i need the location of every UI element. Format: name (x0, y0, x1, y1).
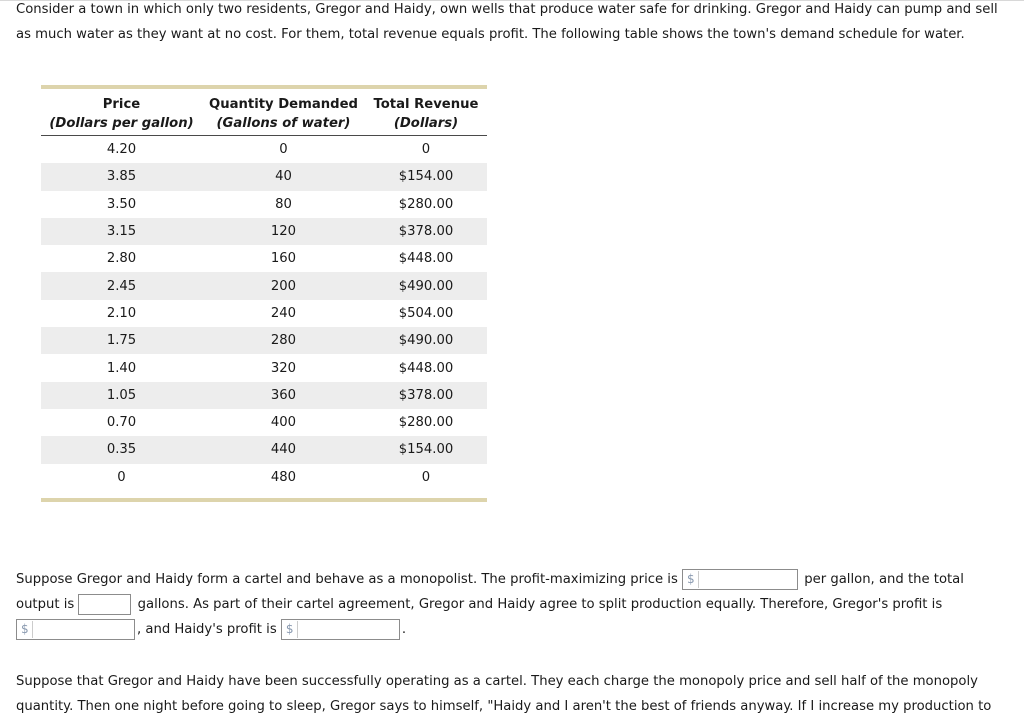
cell-revenue: $490.00 (365, 272, 487, 299)
intro-paragraph: Consider a town in which only two residents, Gregor and Haidy, own wells that produce water safe for drinking. Gregor and Haidy can pump and sell as much water as they want at no cost. For them, total revenue equals profit. The following table shows the town's demand schedule for water. (16, 2, 998, 42)
table-row (41, 163, 487, 190)
cell-quantity: 320 (270, 360, 297, 376)
units-price: (Dollars per gallon) (41, 112, 202, 136)
cell-quantity: 0 (279, 142, 288, 158)
cell-price: 0.70 (106, 415, 137, 431)
dollar-sign-icon: $ (21, 621, 33, 638)
cell-revenue: $490.00 (365, 327, 487, 354)
demand-table (41, 89, 487, 491)
cell-revenue: $378.00 (365, 218, 487, 245)
table-row (41, 464, 487, 491)
header-quantity: Quantity Demanded (209, 97, 358, 112)
demand-schedule-table (41, 85, 487, 502)
cell-price: 4.20 (106, 142, 137, 158)
cell-price: 2.10 (106, 305, 137, 321)
q1-text-1: Suppose Gregor and Haidy form a cartel and behave as a monopolist. The profit-maximizing price is (16, 572, 678, 587)
cell-quantity: 360 (202, 382, 365, 409)
question-cartel (16, 567, 1006, 642)
haidy-profit-input[interactable] (281, 619, 400, 640)
cell-quantity: 480 (270, 469, 297, 485)
cell-revenue: $448.00 (398, 360, 454, 376)
cell-quantity: 400 (270, 415, 297, 431)
table-body (41, 136, 487, 491)
gregor-profit-input[interactable] (16, 619, 135, 640)
cell-revenue: $378.00 (365, 382, 487, 409)
cell-price: 2.80 (106, 251, 137, 267)
cell-price: 3.50 (106, 196, 137, 212)
output-input[interactable] (78, 594, 131, 615)
table-row (41, 382, 487, 409)
cell-price: 3.15 (41, 218, 202, 245)
table-row (41, 272, 487, 299)
q1-text-5: . (401, 622, 407, 637)
cell-revenue: $448.00 (398, 251, 454, 267)
question-cheating: Suppose that Gregor and Haidy have been successfully operating as a cartel. They each charge the monopoly price and sell half of the monopoly quantity. Then one night before going to sleep, Gregor says to himself, "Haidy and I aren't the best of friends anyway. If I increase my production to (16, 674, 992, 714)
table-bottom-bar (41, 498, 487, 502)
table-row (41, 354, 487, 381)
cell-revenue: $504.00 (398, 305, 454, 321)
q1-text-4: , and Haidy's profit is (137, 622, 277, 637)
dollar-sign-icon: $ (687, 571, 699, 588)
table-row (41, 436, 487, 463)
cell-quantity: 240 (270, 305, 297, 321)
cell-revenue: $280.00 (398, 415, 454, 431)
cell-price: 1.40 (106, 360, 137, 376)
cell-price: 1.75 (41, 327, 202, 354)
cell-revenue: $154.00 (365, 163, 487, 190)
table-row (41, 136, 487, 164)
cell-price: 1.05 (41, 382, 202, 409)
cell-quantity: 120 (202, 218, 365, 245)
table-row (41, 245, 487, 272)
cell-quantity: 440 (202, 436, 365, 463)
cell-price: 0.35 (41, 436, 202, 463)
header-price: Price (102, 97, 141, 112)
q1-text-2: per gallon, and the total output is (16, 572, 964, 612)
cell-revenue: $280.00 (398, 196, 454, 212)
price-input[interactable] (682, 569, 798, 590)
cell-revenue: $154.00 (365, 436, 487, 463)
header-revenue: Total Revenue (373, 97, 479, 112)
table-row (41, 300, 487, 327)
cell-quantity: 280 (202, 327, 365, 354)
cell-revenue: 0 (421, 142, 431, 158)
dollar-sign-icon: $ (286, 621, 298, 638)
table-row (41, 191, 487, 218)
table-row (41, 409, 487, 436)
q1-text-3: gallons. As part of their cartel agreement, Gregor and Haidy agree to split production equally. Therefore, Gregor's profit is (137, 597, 943, 612)
cell-quantity: 160 (270, 251, 297, 267)
cell-price: 0 (117, 469, 126, 485)
cell-quantity: 80 (275, 196, 292, 212)
table-row (41, 327, 487, 354)
units-quantity: (Gallons of water) (202, 112, 365, 136)
cell-quantity: 40 (202, 163, 365, 190)
units-revenue: (Dollars) (365, 112, 487, 136)
table-row (41, 218, 487, 245)
cell-price: 2.45 (41, 272, 202, 299)
cell-quantity: 200 (202, 272, 365, 299)
cell-revenue: 0 (421, 469, 431, 485)
cell-price: 3.85 (41, 163, 202, 190)
